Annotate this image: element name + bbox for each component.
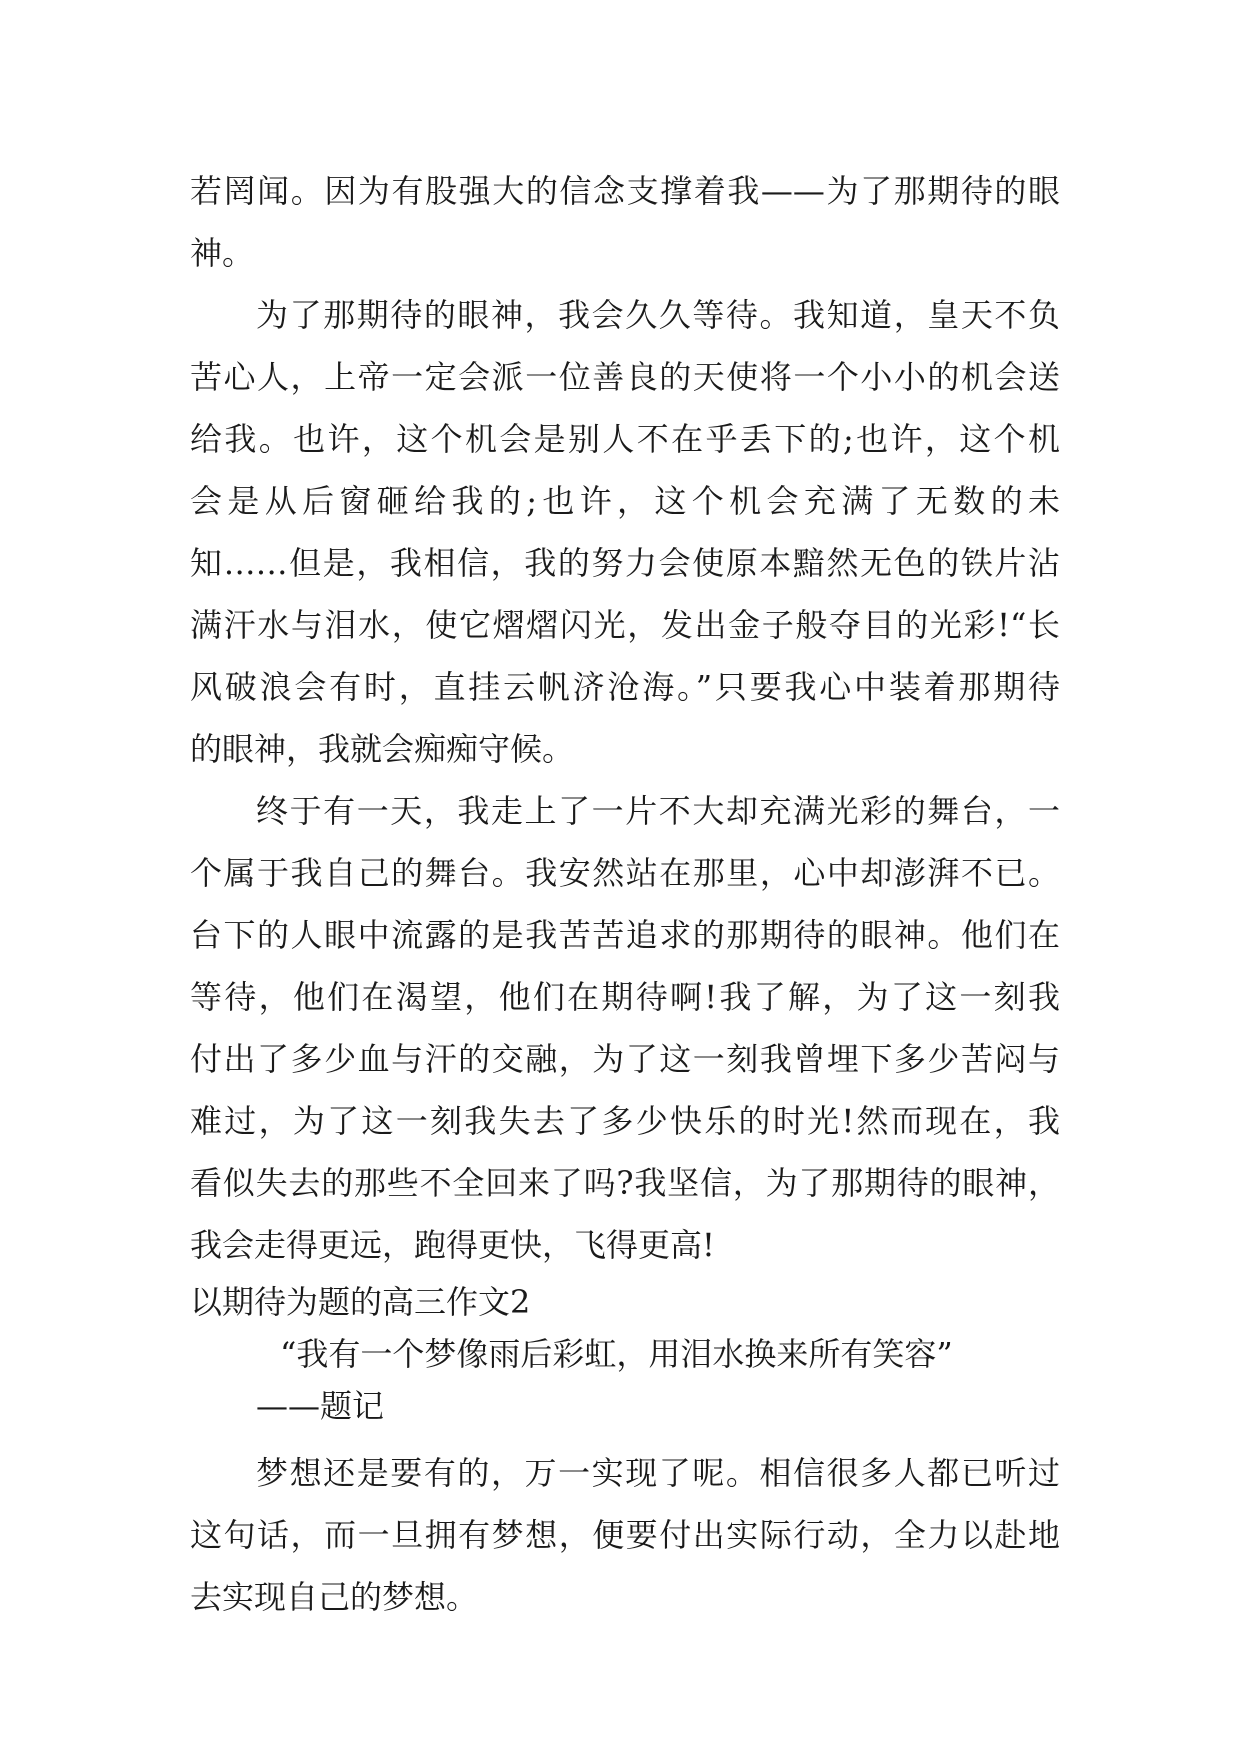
text-line: 若罔闻。因为有股强大的信念支撑着我——为了那期待的眼 bbox=[190, 172, 1060, 210]
text-line: 付出了多少血与汗的交融，为了这一刻我曾埋下多少苦闷与 bbox=[190, 1040, 1060, 1078]
text-line: 会是从后窗砸给我的;也许，这个机会充满了无数的未 bbox=[190, 482, 1060, 520]
text-line: 我会走得更远，跑得更快，飞得更高! bbox=[190, 1226, 715, 1264]
epigraph-source: ——题记 bbox=[256, 1387, 385, 1425]
text-line: 难过，为了这一刻我失去了多少快乐的时光!然而现在，我 bbox=[190, 1102, 1060, 1140]
text-line: 等待，他们在渴望，他们在期待啊!我了解，为了这一刻我 bbox=[190, 978, 1060, 1016]
paragraph-3 bbox=[190, 780, 1060, 1276]
paragraph-4 bbox=[190, 1442, 1060, 1628]
section-heading: 以期待为题的高三作文2 bbox=[190, 1283, 531, 1321]
text-line: 知……但是，我相信，我的努力会使原本黯然无色的铁片沾 bbox=[190, 544, 1060, 582]
paragraph-1 bbox=[190, 160, 1060, 284]
text-line: 终于有一天，我走上了一片不大却充满光彩的舞台，一 bbox=[256, 792, 1060, 830]
text-line: 看似失去的那些不全回来了吗?我坚信，为了那期待的眼神， bbox=[190, 1164, 1060, 1202]
text-line: 神。 bbox=[190, 234, 255, 272]
text-line: 风破浪会有时，直挂云帆济沧海。”只要我心中装着那期待 bbox=[190, 668, 1060, 706]
text-line: 给我。也许，这个机会是别人不在乎丢下的;也许，这个机 bbox=[190, 420, 1060, 458]
text-line: 个属于我自己的舞台。我安然站在那里，心中却澎湃不已。 bbox=[190, 854, 1060, 892]
text-line: 为了那期待的眼神，我会久久等待。我知道，皇天不负 bbox=[256, 296, 1060, 334]
text-line: 苦心人，上帝一定会派一位善良的天使将一个小小的机会送 bbox=[190, 358, 1060, 396]
text-line: 的眼神，我就会痴痴守候。 bbox=[190, 730, 575, 768]
document-body bbox=[190, 160, 1060, 1628]
text-line: 台下的人眼中流露的是我苦苦追求的那期待的眼神。他们在 bbox=[190, 916, 1060, 954]
paragraph-2 bbox=[190, 284, 1060, 780]
text-line: 梦想还是要有的，万一实现了呢。相信很多人都已听过 bbox=[256, 1454, 1060, 1492]
text-line: 满汗水与泪水，使它熠熠闪光，发出金子般夺目的光彩!“长 bbox=[190, 606, 1060, 644]
text-line: 这句话，而一旦拥有梦想，便要付出实际行动，全力以赴地 bbox=[190, 1516, 1060, 1554]
text-line: 去实现自己的梦想。 bbox=[190, 1578, 479, 1616]
epigraph: “我有一个梦像雨后彩虹，用泪水换来所有笑容” bbox=[280, 1335, 953, 1373]
